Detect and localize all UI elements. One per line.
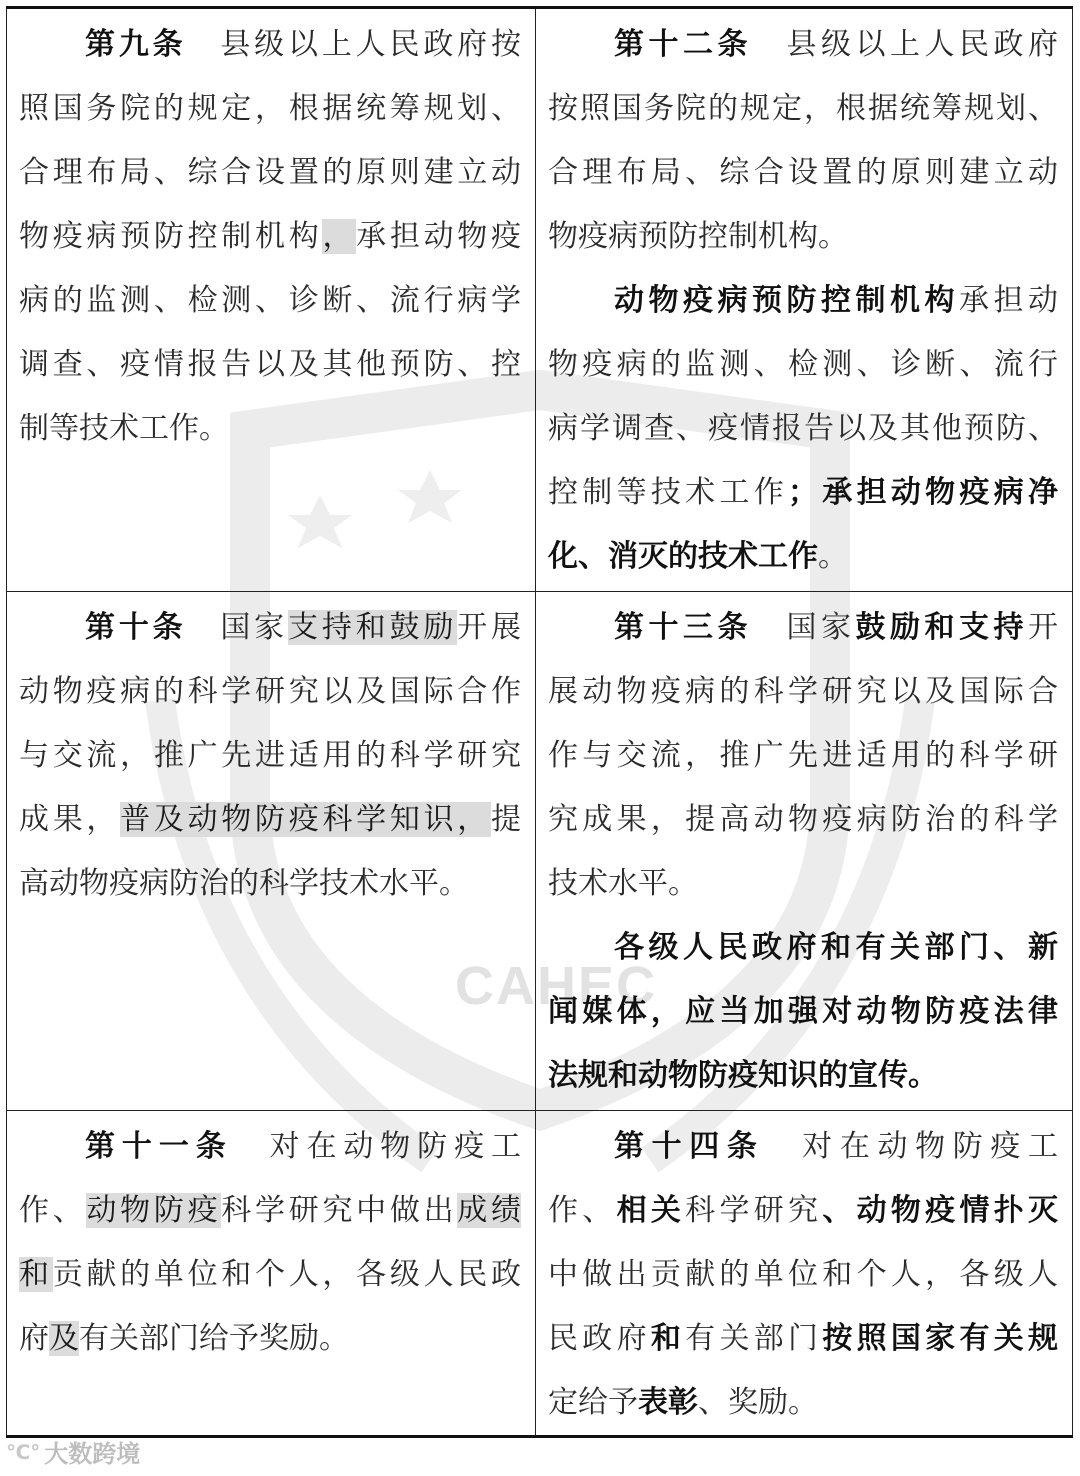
text-line xyxy=(19,1115,521,1179)
footer-logo xyxy=(6,1434,140,1469)
text-line xyxy=(19,205,521,269)
table-row xyxy=(7,1111,1073,1437)
text: 作、 xyxy=(548,1193,617,1228)
text: 科学研究中做出 xyxy=(221,1193,458,1228)
text-line xyxy=(19,13,521,77)
text-line xyxy=(548,461,1058,525)
text: 合理布局、综合设置的原则建立动 xyxy=(19,155,521,190)
text-line xyxy=(548,13,1058,77)
bold-text: ；承担动物疫病净 xyxy=(788,475,1058,510)
bold-text: 第十一条 xyxy=(85,1129,233,1164)
text-line xyxy=(19,1243,521,1307)
text: 有关部门 xyxy=(685,1321,823,1356)
bold-text: 相关 xyxy=(616,1193,686,1228)
text: 中做出贡献的单位和个人，各级人 xyxy=(548,1257,1058,1292)
text-line xyxy=(19,724,521,788)
text: 县级以上人民政府按 xyxy=(186,27,521,62)
table-row xyxy=(7,8,1073,592)
text: 成果， xyxy=(19,802,121,837)
text-line xyxy=(548,1044,1058,1108)
text: 提 xyxy=(491,802,522,837)
text: 究成果，提高动物疫病防治的科学 xyxy=(548,802,1058,837)
text-line xyxy=(548,1243,1058,1307)
text: 控制等技术工作 xyxy=(548,475,788,510)
text-line xyxy=(19,788,521,852)
text: 作与交流，推广先进适用的科学研 xyxy=(548,738,1058,773)
text: 贡献的单位和个人，各级人民政 xyxy=(52,1257,522,1292)
text: 国家 xyxy=(186,610,288,645)
bold-text: 和 xyxy=(650,1321,686,1356)
logo-text: 大数跨境 xyxy=(44,1440,141,1468)
text-line xyxy=(548,397,1058,461)
text: 与交流，推广先进适用的科学研究 xyxy=(19,738,521,773)
text: 高动物疫病防治的科学技术水平。 xyxy=(19,866,469,901)
text: 科学研究 xyxy=(685,1193,823,1228)
text: 物疫病预防控制机构。 xyxy=(548,219,848,254)
text-line xyxy=(19,596,521,660)
text-line xyxy=(548,788,1058,852)
text: 病学调查、疫情报告以及其他预防、 xyxy=(548,411,1058,446)
bold-text: 法规和动物防疫知识的宣传。 xyxy=(548,1058,938,1093)
text-line xyxy=(548,724,1058,788)
text: 制等技术工作。 xyxy=(19,411,229,446)
bold-text: 第九条 xyxy=(85,27,187,62)
text-line xyxy=(19,269,521,333)
text: 定给予 xyxy=(548,1385,638,1420)
table-row xyxy=(7,592,1073,1111)
new-article-cell xyxy=(536,8,1073,592)
text-line xyxy=(19,141,521,205)
text-line xyxy=(19,1307,521,1371)
text: 对在动物防疫工 xyxy=(232,1129,522,1164)
law-comparison-table xyxy=(6,6,1073,1438)
text: 病的监测、检测、诊断、流行病学 xyxy=(19,283,521,318)
text: 承担动 xyxy=(959,283,1058,318)
text: 国家 xyxy=(752,610,856,645)
highlighted-text: 普及动物防疫科学知识， xyxy=(120,802,492,837)
text: 承担动物疫 xyxy=(356,219,522,254)
text: 物疫病的监测、检测、诊断、流行 xyxy=(548,347,1058,382)
highlighted-text: 和 xyxy=(19,1257,53,1292)
text-line xyxy=(548,660,1058,724)
old-article-cell xyxy=(7,592,536,1111)
text-line xyxy=(548,596,1058,660)
logo-icon: ℃° xyxy=(6,1439,41,1464)
text: 府 xyxy=(19,1321,49,1356)
text: 物疫病预防控制机构 xyxy=(19,219,323,254)
old-article-cell xyxy=(7,8,536,592)
new-article-cell xyxy=(536,1111,1073,1437)
bold-text: 表彰 xyxy=(638,1385,698,1420)
watermark-text: CAHEC xyxy=(455,956,658,1016)
text: 开 xyxy=(1028,610,1058,645)
highlighted-text: ， xyxy=(322,219,357,254)
text: 县级以上人民政府 xyxy=(752,27,1058,62)
highlighted-text: 支持和鼓励 xyxy=(288,610,458,645)
text: 开展 xyxy=(457,610,522,645)
old-article-cell xyxy=(7,1111,536,1437)
text-line xyxy=(19,333,521,397)
text: 展动物疫病的科学研究以及国际合 xyxy=(548,674,1058,709)
bold-text: 闻媒体，应当加强对动物防疫法律 xyxy=(548,994,1058,1029)
bold-text: 化、消灭的技术工作 xyxy=(548,539,818,574)
text-line xyxy=(548,525,1058,589)
text: 对在动物防疫工 xyxy=(764,1129,1059,1164)
bold-text: 第十条 xyxy=(85,610,187,645)
bold-text: 第十二条 xyxy=(614,27,752,62)
text-line xyxy=(19,660,521,724)
text-line xyxy=(548,1371,1058,1435)
bold-text: 第十三条 xyxy=(614,610,752,645)
new-article-cell xyxy=(536,592,1073,1111)
text: 技术水平。 xyxy=(548,866,698,901)
text: 民政府 xyxy=(548,1321,651,1356)
text-line xyxy=(548,77,1058,141)
highlighted-text: 成绩 xyxy=(457,1193,522,1228)
text-line xyxy=(548,1307,1058,1371)
text-line xyxy=(19,852,521,916)
text-line xyxy=(548,269,1058,333)
text-line xyxy=(19,397,521,461)
bold-text: 鼓励和支持 xyxy=(855,610,1028,645)
text: 调查、疫情报告以及其他预防、控 xyxy=(19,347,521,382)
text: 、奖励。 xyxy=(698,1385,818,1420)
text-line xyxy=(548,916,1058,980)
text: 。 xyxy=(818,539,848,574)
text: 照国务院的规定，根据统筹规划、 xyxy=(19,91,521,126)
text: 作、 xyxy=(19,1193,87,1228)
highlighted-text: 及 xyxy=(49,1321,79,1356)
text: 按照国务院的规定，根据统筹规划、 xyxy=(548,91,1058,126)
text-line xyxy=(548,980,1058,1044)
text-line xyxy=(19,1179,521,1243)
text-line xyxy=(548,333,1058,397)
bold-text: 按照国家有关规 xyxy=(822,1321,1059,1356)
text-line xyxy=(548,852,1058,916)
text-line xyxy=(548,205,1058,269)
bold-text: 第十四条 xyxy=(614,1129,765,1164)
text-line xyxy=(548,1115,1058,1179)
bold-text: 各级人民政府和有关部门、新 xyxy=(614,930,1058,965)
bold-text: 动物疫病预防控制机构 xyxy=(614,283,959,318)
text-line xyxy=(548,141,1058,205)
text: 有关部门给予奖励。 xyxy=(79,1321,349,1356)
text: 动物疫病的科学研究以及国际合作 xyxy=(19,674,521,709)
highlighted-text: 动物防疫 xyxy=(86,1193,222,1228)
text-line xyxy=(19,77,521,141)
text: 合理布局、综合设置的原则建立动 xyxy=(548,155,1058,190)
bold-text: 、动物疫情扑灭 xyxy=(822,1193,1059,1228)
text-line xyxy=(548,1179,1058,1243)
